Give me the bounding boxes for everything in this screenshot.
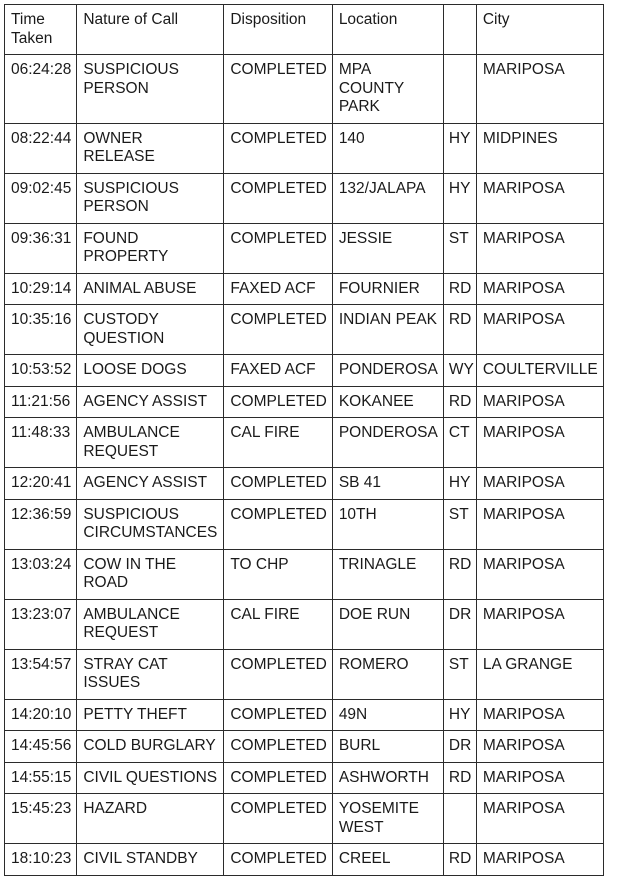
cell-city: MARIPOSA <box>476 468 603 500</box>
table-row <box>5 173 604 223</box>
table-row <box>5 844 604 876</box>
header-city: City <box>476 5 603 55</box>
cell-nature: LOOSE DOGS <box>77 355 224 387</box>
cell-suffix: ST <box>443 499 476 549</box>
cell-nature: CIVIL QUESTIONS <box>77 762 224 794</box>
cell-time: 10:53:52 <box>5 355 77 387</box>
cell-suffix: DR <box>443 731 476 763</box>
table-row <box>5 305 604 355</box>
cell-suffix: RD <box>443 305 476 355</box>
cell-city: MARIPOSA <box>476 273 603 305</box>
cell-location: DOE RUN <box>332 599 443 649</box>
cell-suffix <box>443 55 476 124</box>
table-row <box>5 731 604 763</box>
header-nature-of-call: Nature of Call <box>77 5 224 55</box>
table-row <box>5 123 604 173</box>
cell-nature: SUSPICIOUS PERSON <box>77 55 224 124</box>
cell-disposition: COMPLETED <box>224 55 332 124</box>
cell-disposition: COMPLETED <box>224 468 332 500</box>
cell-disposition: COMPLETED <box>224 699 332 731</box>
cell-city: MARIPOSA <box>476 844 603 876</box>
cell-nature: ANIMAL ABUSE <box>77 273 224 305</box>
cell-nature: FOUND PROPERTY <box>77 223 224 273</box>
cell-location: SB 41 <box>332 468 443 500</box>
cell-nature: CUSTODY QUESTION <box>77 305 224 355</box>
cell-nature: OWNER RELEASE <box>77 123 224 173</box>
cell-location: CREEL <box>332 844 443 876</box>
cell-location: 132/JALAPA <box>332 173 443 223</box>
cell-location: JESSIE <box>332 223 443 273</box>
cell-time: 08:22:44 <box>5 123 77 173</box>
cell-time: 18:10:23 <box>5 844 77 876</box>
cell-city: MARIPOSA <box>476 794 603 844</box>
cell-nature: AMBULANCE REQUEST <box>77 599 224 649</box>
cell-city: COULTERVILLE <box>476 355 603 387</box>
table-row <box>5 699 604 731</box>
table-row <box>5 468 604 500</box>
cell-disposition: FAXED ACF <box>224 355 332 387</box>
table-row <box>5 794 604 844</box>
cell-nature: AGENCY ASSIST <box>77 386 224 418</box>
cell-location: TRINAGLE <box>332 549 443 599</box>
cell-time: 10:29:14 <box>5 273 77 305</box>
cell-city: MARIPOSA <box>476 305 603 355</box>
cell-city: MARIPOSA <box>476 386 603 418</box>
cell-city: MARIPOSA <box>476 499 603 549</box>
cell-time: 12:36:59 <box>5 499 77 549</box>
cell-city: MARIPOSA <box>476 223 603 273</box>
cell-disposition: COMPLETED <box>224 386 332 418</box>
header-location: Location <box>332 5 443 55</box>
table-row <box>5 499 604 549</box>
header-time-line1: Time <box>11 11 45 28</box>
header-row <box>5 5 604 55</box>
cell-suffix: ST <box>443 223 476 273</box>
table-row <box>5 418 604 468</box>
cell-location: KOKANEE <box>332 386 443 418</box>
cell-disposition: COMPLETED <box>224 762 332 794</box>
cell-city: MARIPOSA <box>476 762 603 794</box>
table-row <box>5 55 604 124</box>
cell-location: 10TH <box>332 499 443 549</box>
cell-suffix: DR <box>443 599 476 649</box>
table-row <box>5 762 604 794</box>
cell-city: MARIPOSA <box>476 173 603 223</box>
cell-location: MPA COUNTY PARK <box>332 55 443 124</box>
cell-disposition: FAXED ACF <box>224 273 332 305</box>
header-disposition: Disposition <box>224 5 332 55</box>
cell-suffix: RD <box>443 844 476 876</box>
cell-suffix: RD <box>443 549 476 599</box>
cell-nature: AMBULANCE REQUEST <box>77 418 224 468</box>
cell-location: 49N <box>332 699 443 731</box>
cell-nature: PETTY THEFT <box>77 699 224 731</box>
call-log-table <box>4 4 604 876</box>
cell-nature: SUSPICIOUS PERSON <box>77 173 224 223</box>
cell-suffix: RD <box>443 386 476 418</box>
cell-disposition: COMPLETED <box>224 731 332 763</box>
table-row <box>5 599 604 649</box>
cell-city: MARIPOSA <box>476 418 603 468</box>
cell-disposition: COMPLETED <box>224 123 332 173</box>
cell-location: PONDEROSA <box>332 355 443 387</box>
cell-time: 14:45:56 <box>5 731 77 763</box>
cell-time: 06:24:28 <box>5 55 77 124</box>
cell-disposition: COMPLETED <box>224 794 332 844</box>
cell-disposition: COMPLETED <box>224 173 332 223</box>
cell-city: MARIPOSA <box>476 599 603 649</box>
cell-suffix: CT <box>443 418 476 468</box>
cell-suffix: HY <box>443 468 476 500</box>
cell-city: MIDPINES <box>476 123 603 173</box>
cell-suffix: RD <box>443 762 476 794</box>
cell-location: INDIAN PEAK <box>332 305 443 355</box>
cell-time: 14:55:15 <box>5 762 77 794</box>
cell-city: MARIPOSA <box>476 699 603 731</box>
cell-time: 13:54:57 <box>5 649 77 699</box>
cell-suffix: HY <box>443 699 476 731</box>
cell-nature: AGENCY ASSIST <box>77 468 224 500</box>
cell-time: 15:45:23 <box>5 794 77 844</box>
cell-location: ROMERO <box>332 649 443 699</box>
cell-time: 11:21:56 <box>5 386 77 418</box>
cell-time: 09:02:45 <box>5 173 77 223</box>
cell-time: 11:48:33 <box>5 418 77 468</box>
cell-location: YOSEMITE WEST <box>332 794 443 844</box>
header-suffix <box>443 5 476 55</box>
cell-city: MARIPOSA <box>476 549 603 599</box>
cell-time: 09:36:31 <box>5 223 77 273</box>
cell-location: ASHWORTH <box>332 762 443 794</box>
cell-suffix: RD <box>443 273 476 305</box>
table-row <box>5 549 604 599</box>
header-time-line2: Taken <box>11 29 53 47</box>
cell-time: 14:20:10 <box>5 699 77 731</box>
table-row <box>5 273 604 305</box>
cell-city: LA GRANGE <box>476 649 603 699</box>
cell-disposition: CAL FIRE <box>224 418 332 468</box>
cell-suffix: ST <box>443 649 476 699</box>
cell-disposition: COMPLETED <box>224 223 332 273</box>
cell-nature: HAZARD <box>77 794 224 844</box>
cell-suffix: HY <box>443 173 476 223</box>
cell-suffix: WY <box>443 355 476 387</box>
cell-location: 140 <box>332 123 443 173</box>
cell-nature: SUSPICIOUS CIRCUMSTANCES <box>77 499 224 549</box>
cell-location: PONDEROSA <box>332 418 443 468</box>
cell-location: FOURNIER <box>332 273 443 305</box>
table-row <box>5 355 604 387</box>
cell-suffix: HY <box>443 123 476 173</box>
cell-suffix <box>443 794 476 844</box>
table-row <box>5 223 604 273</box>
cell-time: 13:03:24 <box>5 549 77 599</box>
table-row <box>5 649 604 699</box>
cell-disposition: COMPLETED <box>224 499 332 549</box>
cell-city: MARIPOSA <box>476 55 603 124</box>
cell-disposition: COMPLETED <box>224 844 332 876</box>
cell-time: 12:20:41 <box>5 468 77 500</box>
cell-time: 10:35:16 <box>5 305 77 355</box>
cell-disposition: COMPLETED <box>224 649 332 699</box>
cell-time: 13:23:07 <box>5 599 77 649</box>
header-time-taken <box>5 5 77 55</box>
cell-nature: COW IN THE ROAD <box>77 549 224 599</box>
cell-disposition: TO CHP <box>224 549 332 599</box>
cell-nature: CIVIL STANDBY <box>77 844 224 876</box>
cell-nature: COLD BURGLARY <box>77 731 224 763</box>
table-row <box>5 386 604 418</box>
cell-nature: STRAY CAT ISSUES <box>77 649 224 699</box>
cell-disposition: CAL FIRE <box>224 599 332 649</box>
cell-disposition: COMPLETED <box>224 305 332 355</box>
cell-location: BURL <box>332 731 443 763</box>
cell-city: MARIPOSA <box>476 731 603 763</box>
